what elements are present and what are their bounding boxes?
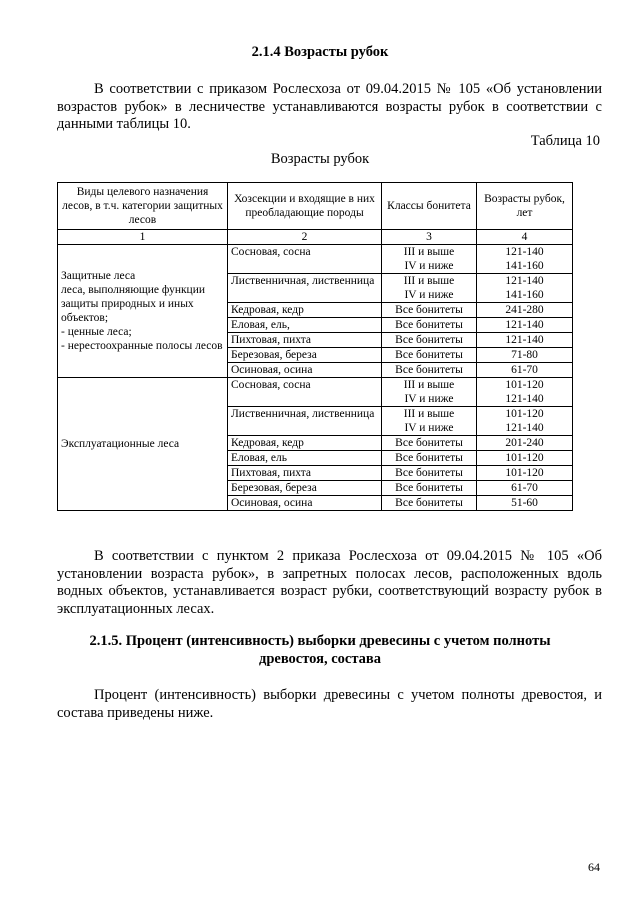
species-cell: Еловая, ель bbox=[228, 451, 382, 466]
header-purpose: Виды целевого назначения лесов, в т.ч. категории защитных лесов bbox=[58, 183, 228, 230]
age-cell: 101-120 121-140 bbox=[477, 407, 573, 436]
forest-purpose-cell: Защитные леса леса, выполняющие функции защиты природных и иных объектов; - ценные леса; - нерестоохранные полосы лесов bbox=[58, 245, 228, 378]
bonitet-cell: Все бонитеты bbox=[382, 466, 477, 481]
species-cell: Березовая, береза bbox=[228, 481, 382, 496]
age-cell: 101-120 bbox=[477, 451, 573, 466]
header-species: Хозсекции и входящие в них преобладающие породы bbox=[228, 183, 382, 230]
bonitet-cell: III и выше IV и ниже bbox=[382, 245, 477, 274]
table-colnum-row bbox=[58, 230, 573, 245]
age-cell: 101-120 bbox=[477, 466, 573, 481]
species-cell: Осиновая, осина bbox=[228, 496, 382, 511]
bonitet-cell: III и выше IV и ниже bbox=[382, 274, 477, 303]
col-number: 4 bbox=[477, 230, 573, 245]
species-cell: Лиственничная, лиственница bbox=[228, 407, 382, 436]
species-cell: Еловая, ель, bbox=[228, 318, 382, 333]
bonitet-cell: Все бонитеты bbox=[382, 436, 477, 451]
section2-heading-line1: 2.1.5. Процент (интенсивность) выборки древесины с учетом полноты bbox=[89, 633, 551, 649]
age-cell: 61-70 bbox=[477, 363, 573, 378]
page-number: 64 bbox=[588, 860, 600, 874]
species-cell: Пихтовая, пихта bbox=[228, 466, 382, 481]
species-cell: Кедровая, кедр bbox=[228, 303, 382, 318]
age-cell: 101-120 121-140 bbox=[477, 378, 573, 407]
bonitet-cell: III и выше IV и ниже bbox=[382, 378, 477, 407]
species-cell: Березовая, береза bbox=[228, 348, 382, 363]
age-cell: 71-80 bbox=[477, 348, 573, 363]
rule-paragraph: В соответствии с пунктом 2 приказа Рослесхоза от 09.04.2015 № 105 «Об установлении возраста рубок», в запретных полосах лесов, расположенных вдоль водных объектов, устанавливается возраст рубки, соответствующий возрасту рубок в эксплуатационных лесах. bbox=[57, 548, 602, 617]
species-cell: Осиновая, осина bbox=[228, 363, 382, 378]
col-number: 3 bbox=[382, 230, 477, 245]
table-row bbox=[58, 245, 573, 274]
species-cell: Сосновая, сосна bbox=[228, 245, 382, 274]
header-bonitet: Классы бонитета bbox=[382, 183, 477, 230]
forest-purpose-cell: Эксплуатационные леса bbox=[58, 378, 228, 511]
bonitet-cell: Все бонитеты bbox=[382, 303, 477, 318]
bonitet-cell: Все бонитеты bbox=[382, 318, 477, 333]
intro-paragraph: В соответствии с приказом Рослесхоза от 09.04.2015 № 105 «Об установлении возрастов рубок» в лесничестве устанавливаются возрасты рубок в соответствии с данными таблицы 10. bbox=[57, 81, 602, 132]
species-cell: Кедровая, кедр bbox=[228, 436, 382, 451]
bonitet-cell: Все бонитеты bbox=[382, 348, 477, 363]
species-cell: Лиственничная, лиственница bbox=[228, 274, 382, 303]
bonitet-cell: Все бонитеты bbox=[382, 333, 477, 348]
species-cell: Пихтовая, пихта bbox=[228, 333, 382, 348]
table-row bbox=[58, 378, 573, 407]
bonitet-cell: Все бонитеты bbox=[382, 496, 477, 511]
col-number: 1 bbox=[58, 230, 228, 245]
ages-table bbox=[57, 182, 573, 511]
age-cell: 121-140 bbox=[477, 318, 573, 333]
section-heading: 2.1.4 Возрасты рубок bbox=[251, 44, 389, 60]
age-cell: 61-70 bbox=[477, 481, 573, 496]
age-cell: 121-140 141-160 bbox=[477, 245, 573, 274]
species-cell: Сосновая, сосна bbox=[228, 378, 382, 407]
age-cell: 121-140 141-160 bbox=[477, 274, 573, 303]
bonitet-cell: Все бонитеты bbox=[382, 481, 477, 496]
bonitet-cell: Все бонитеты bbox=[382, 451, 477, 466]
age-cell: 121-140 bbox=[477, 333, 573, 348]
age-cell: 201-240 bbox=[477, 436, 573, 451]
section2-paragraph: Процент (интенсивность) выборки древесины с учетом полноты древостоя, и состава приведены ниже. bbox=[57, 687, 602, 721]
bonitet-cell: III и выше IV и ниже bbox=[382, 407, 477, 436]
section2-heading-line2: древостоя, состава bbox=[258, 651, 381, 667]
col-number: 2 bbox=[228, 230, 382, 245]
header-age: Возрасты рубок, лет bbox=[477, 183, 573, 230]
age-cell: 51-60 bbox=[477, 496, 573, 511]
table-header-row bbox=[58, 183, 573, 230]
bonitet-cell: Все бонитеты bbox=[382, 363, 477, 378]
age-cell: 241-280 bbox=[477, 303, 573, 318]
table-title: Возрасты рубок bbox=[270, 151, 370, 167]
table-caption: Таблица 10 bbox=[530, 133, 600, 149]
